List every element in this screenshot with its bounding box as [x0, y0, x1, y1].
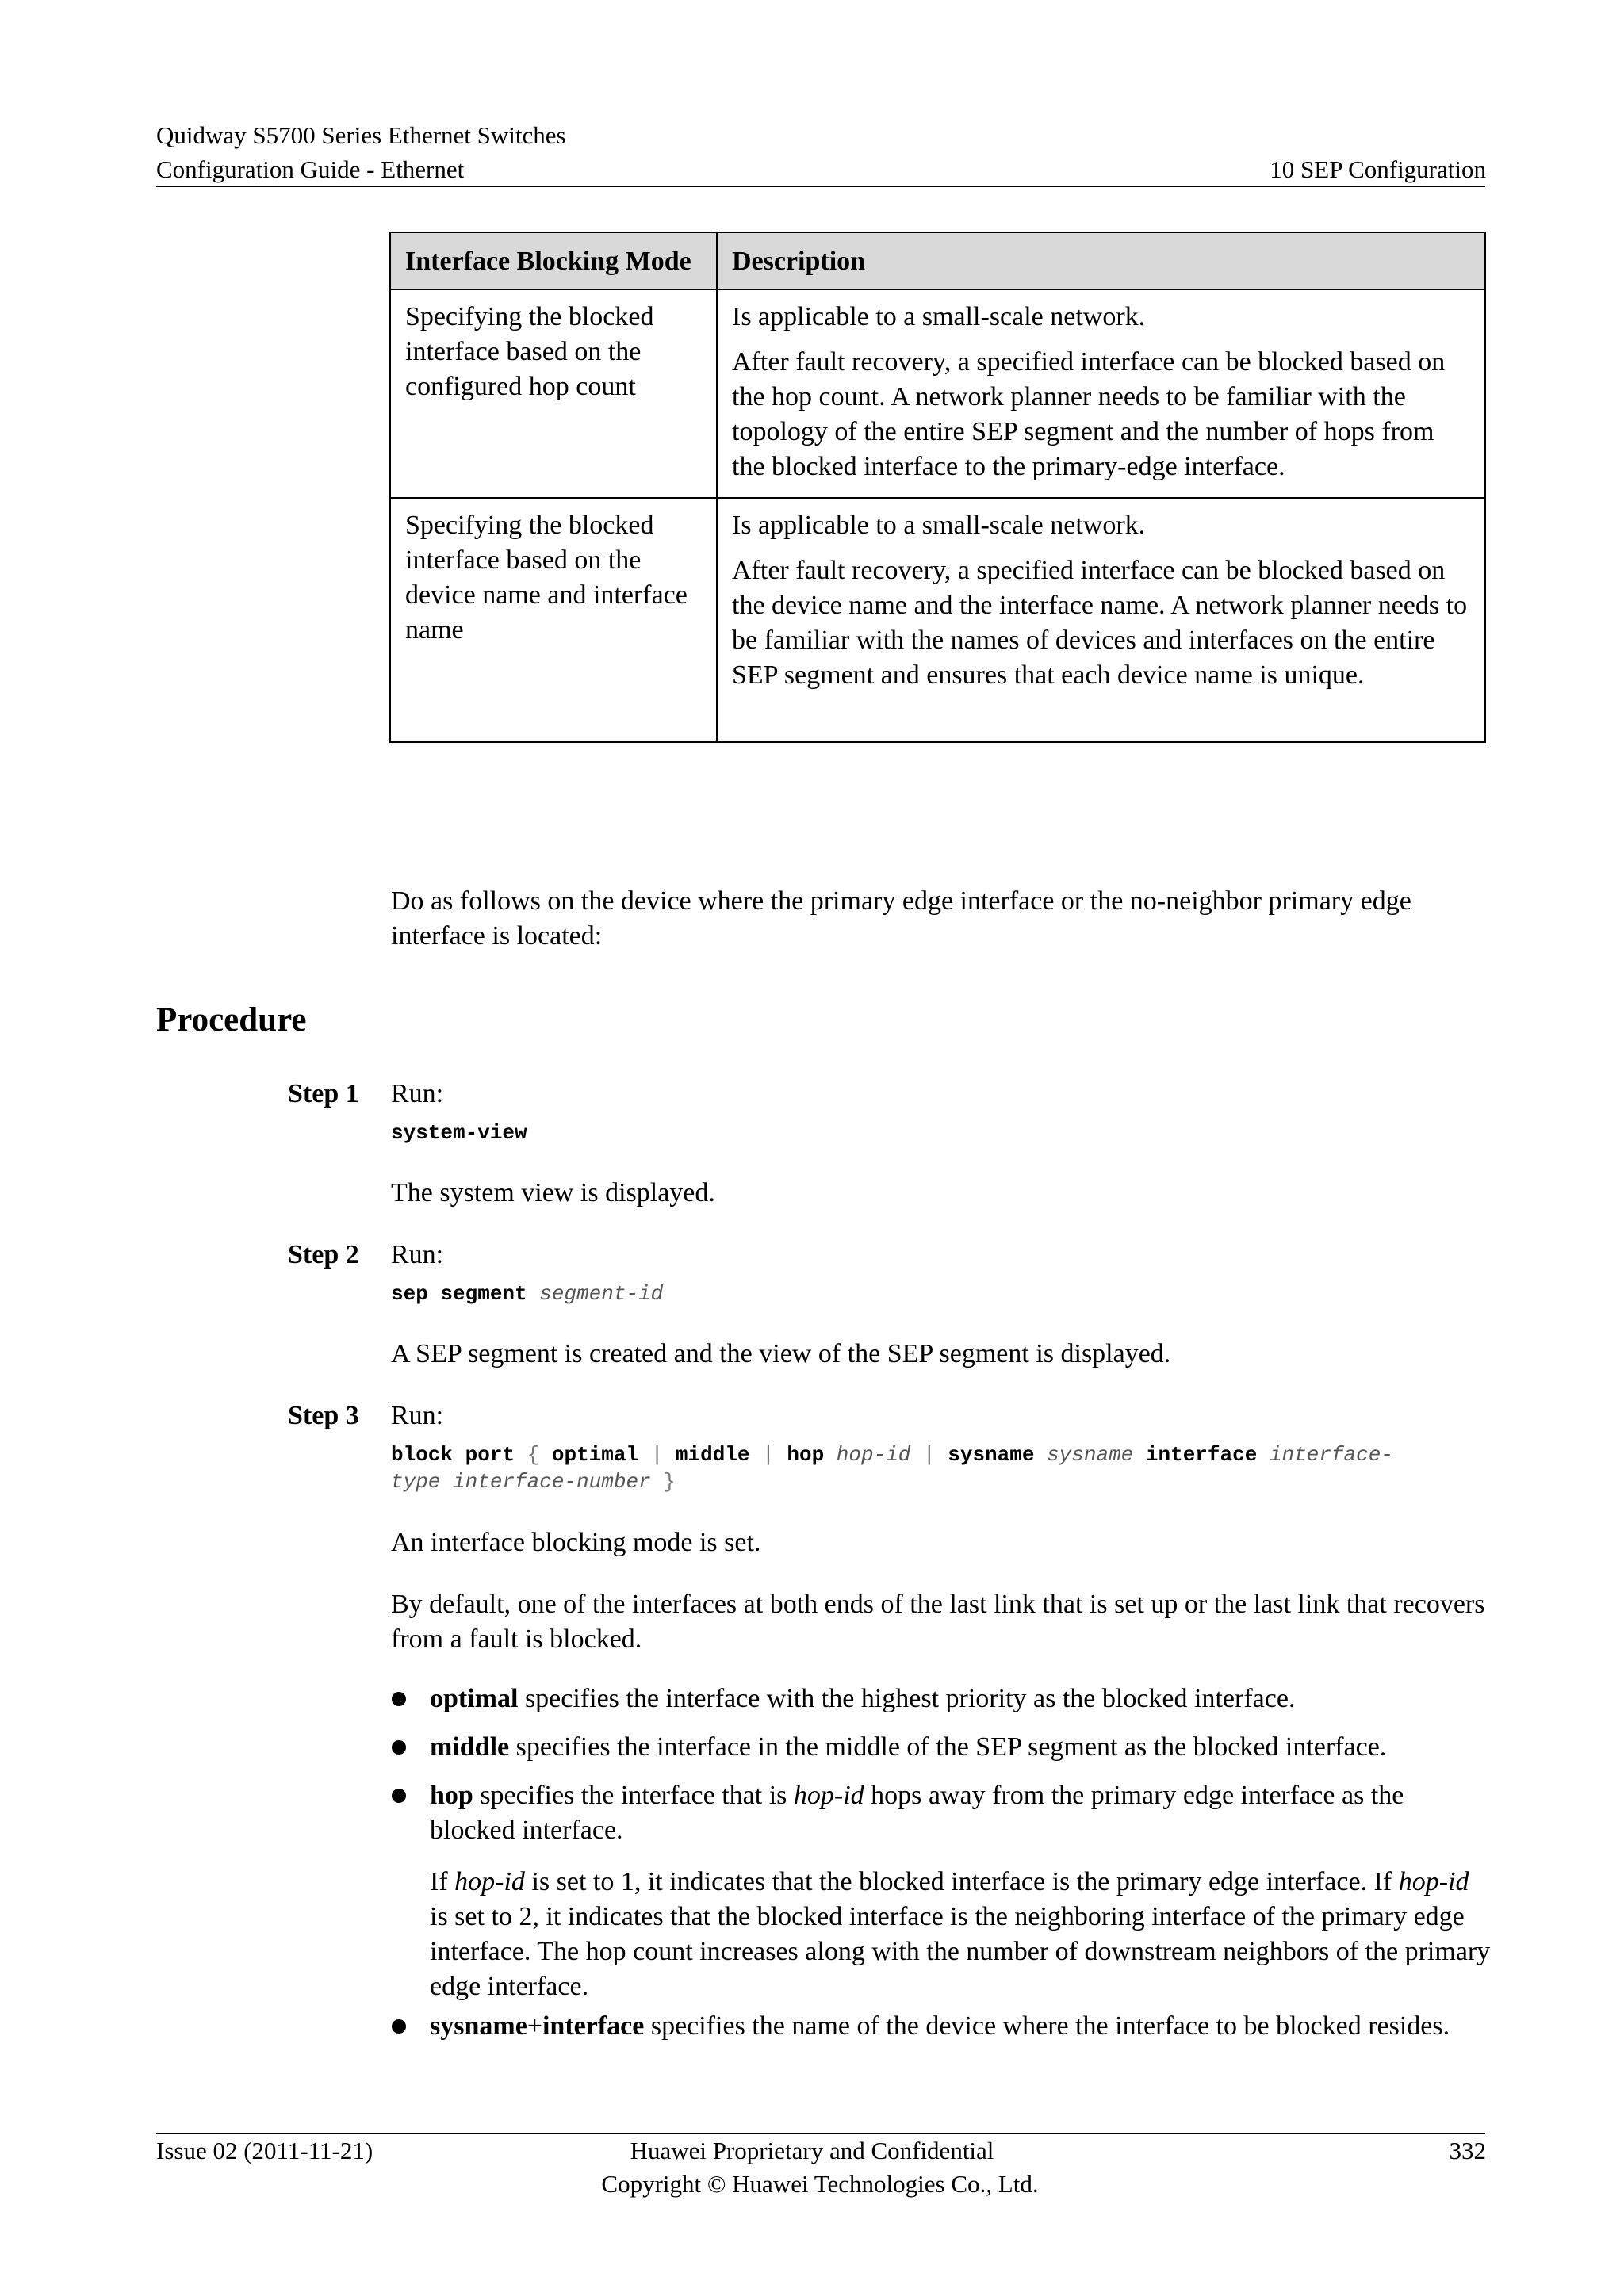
- bullet-middle: [430, 1730, 1492, 1765]
- bullet-text: specifies the interface with the highest priority as the blocked interface.: [518, 1684, 1296, 1713]
- bullet-text: hops away from the primary edge interface as the blocked interface.: [430, 1781, 1404, 1845]
- step-1-run: Run:: [391, 1079, 444, 1108]
- table-header-row: [390, 232, 1485, 289]
- step-2-command: [391, 1280, 663, 1307]
- argument: hop-id: [454, 1867, 525, 1896]
- bullet-icon: [392, 1692, 406, 1706]
- step-1-command: [391, 1119, 527, 1146]
- description-cell: [717, 498, 1485, 742]
- command-separator: |: [762, 1443, 775, 1467]
- bullet-text: specifies the name of the device where the interface to be blocked resides.: [644, 2011, 1450, 2041]
- command-keyword: interface: [1145, 1443, 1258, 1467]
- command-keyword: middle: [675, 1443, 750, 1467]
- command-keyword: optimal: [551, 1443, 639, 1467]
- mode-cell: Specifying the blocked interface based on the device name and interface name: [390, 498, 717, 742]
- command-keyword: system-view: [391, 1121, 527, 1145]
- step-2-label: Step 2: [288, 1240, 359, 1269]
- footer-confidential: Huawei Proprietary and Confidential: [630, 2137, 994, 2164]
- bullet-text: specifies the interface in the middle of the SEP segment as the blocked interface.: [509, 1732, 1387, 1762]
- description-line: After fault recovery, a specified interface can be blocked based on the device name and the interface name. A network planner needs to be familiar with the names of devices and interfaces on the entire SEP segment and ensures that each device name is unique.: [732, 556, 1468, 690]
- command-argument: sysname: [1047, 1443, 1134, 1467]
- command-argument: type: [391, 1470, 441, 1494]
- note-text: If: [430, 1867, 455, 1896]
- command-separator: |: [650, 1443, 664, 1467]
- plus-sign: +: [527, 2011, 542, 2041]
- footer-copyright: Copyright © Huawei Technologies Co., Ltd.: [601, 2170, 1039, 2198]
- table-row: [390, 289, 1485, 498]
- command-argument: hop-id: [836, 1443, 911, 1467]
- header-chapter: 10 SEP Configuration: [1270, 155, 1486, 183]
- bullet-icon: [392, 1740, 406, 1755]
- step-3-default: By default, one of the interfaces at both ends of the last link that is set up or the last link that recovers from a fault is blocked.: [391, 1590, 1485, 1654]
- hop-note: [430, 1865, 1492, 2004]
- description-cell: [717, 289, 1485, 498]
- argument: hop-id: [1398, 1867, 1469, 1896]
- keyword: hop: [430, 1781, 473, 1810]
- note-text: is set to 2, it indicates that the blocked interface is the neighboring interface of the primary edge interface. The hop count increases along with the number of downstream neighbors of the primary edge interface.: [430, 1902, 1491, 2001]
- command-keyword: sysname: [948, 1443, 1035, 1467]
- bullet-sysname: [430, 2009, 1492, 2044]
- procedure-heading: Procedure: [156, 1001, 307, 1039]
- command-keyword: sep segment: [391, 1282, 527, 1306]
- command-separator: |: [923, 1443, 936, 1467]
- step-3-run: Run:: [391, 1401, 444, 1430]
- command-keyword: hop: [787, 1443, 825, 1467]
- argument: hop-id: [793, 1781, 864, 1810]
- command-brace: }: [663, 1470, 676, 1494]
- table-row: [390, 498, 1485, 742]
- command-argument: segment-id: [539, 1282, 664, 1306]
- command-argument: interface-number: [453, 1470, 651, 1494]
- column-header-description: Description: [717, 232, 1485, 289]
- step-1-result: The system view is displayed.: [391, 1178, 715, 1207]
- bullet-icon: [392, 2019, 406, 2034]
- intro-paragraph: Do as follows on the device where the primary edge interface or the no-neighbor primary edge interface is located:: [391, 886, 1411, 951]
- description-line: Is applicable to a small-scale network.: [732, 302, 1146, 331]
- bullet-optimal: [430, 1682, 1492, 1716]
- note-text: is set to 1, it indicates that the blocked interface is the primary edge interface. If: [524, 1867, 1399, 1896]
- footer-issue: Issue 02 (2011-11-21): [156, 2137, 373, 2164]
- command-line: [391, 1468, 1501, 1495]
- step-3-result: An interface blocking mode is set.: [391, 1528, 761, 1557]
- header-rule: [156, 186, 1485, 187]
- command-keyword: block port: [391, 1443, 515, 1467]
- description-line: After fault recovery, a specified interface can be blocked based on the hop count. A network planner needs to be familiar with the topology of the entire SEP segment and the number of hops from the blocked interface to the primary-edge interface.: [732, 347, 1446, 481]
- command-brace: {: [527, 1443, 540, 1467]
- bullet-hop: [430, 1778, 1492, 1848]
- mode-cell: Specifying the blocked interface based on the configured hop count: [390, 289, 717, 498]
- step-3-command: [391, 1441, 1501, 1495]
- footer-page-number: 332: [1449, 2137, 1486, 2164]
- blocking-mode-table: [389, 232, 1486, 743]
- column-header-mode: Interface Blocking Mode: [390, 232, 717, 289]
- command-line: [391, 1441, 1501, 1468]
- bullet-icon: [392, 1789, 406, 1803]
- step-2-run: Run:: [391, 1240, 444, 1269]
- keyword: middle: [430, 1732, 510, 1762]
- header-subtitle: Configuration Guide - Ethernet: [156, 155, 465, 183]
- keyword: sysname: [430, 2011, 527, 2041]
- command-argument: interface-: [1269, 1443, 1393, 1467]
- bullet-text: specifies the interface that is: [473, 1781, 794, 1810]
- keyword: interface: [542, 2011, 645, 2041]
- step-2-result: A SEP segment is created and the view of the SEP segment is displayed.: [391, 1339, 1171, 1368]
- keyword: optimal: [430, 1684, 519, 1713]
- step-1-label: Step 1: [288, 1079, 359, 1108]
- step-3-label: Step 3: [288, 1401, 359, 1430]
- description-line: Is applicable to a small-scale network.: [732, 511, 1146, 540]
- header-title: Quidway S5700 Series Ethernet Switches: [156, 121, 566, 149]
